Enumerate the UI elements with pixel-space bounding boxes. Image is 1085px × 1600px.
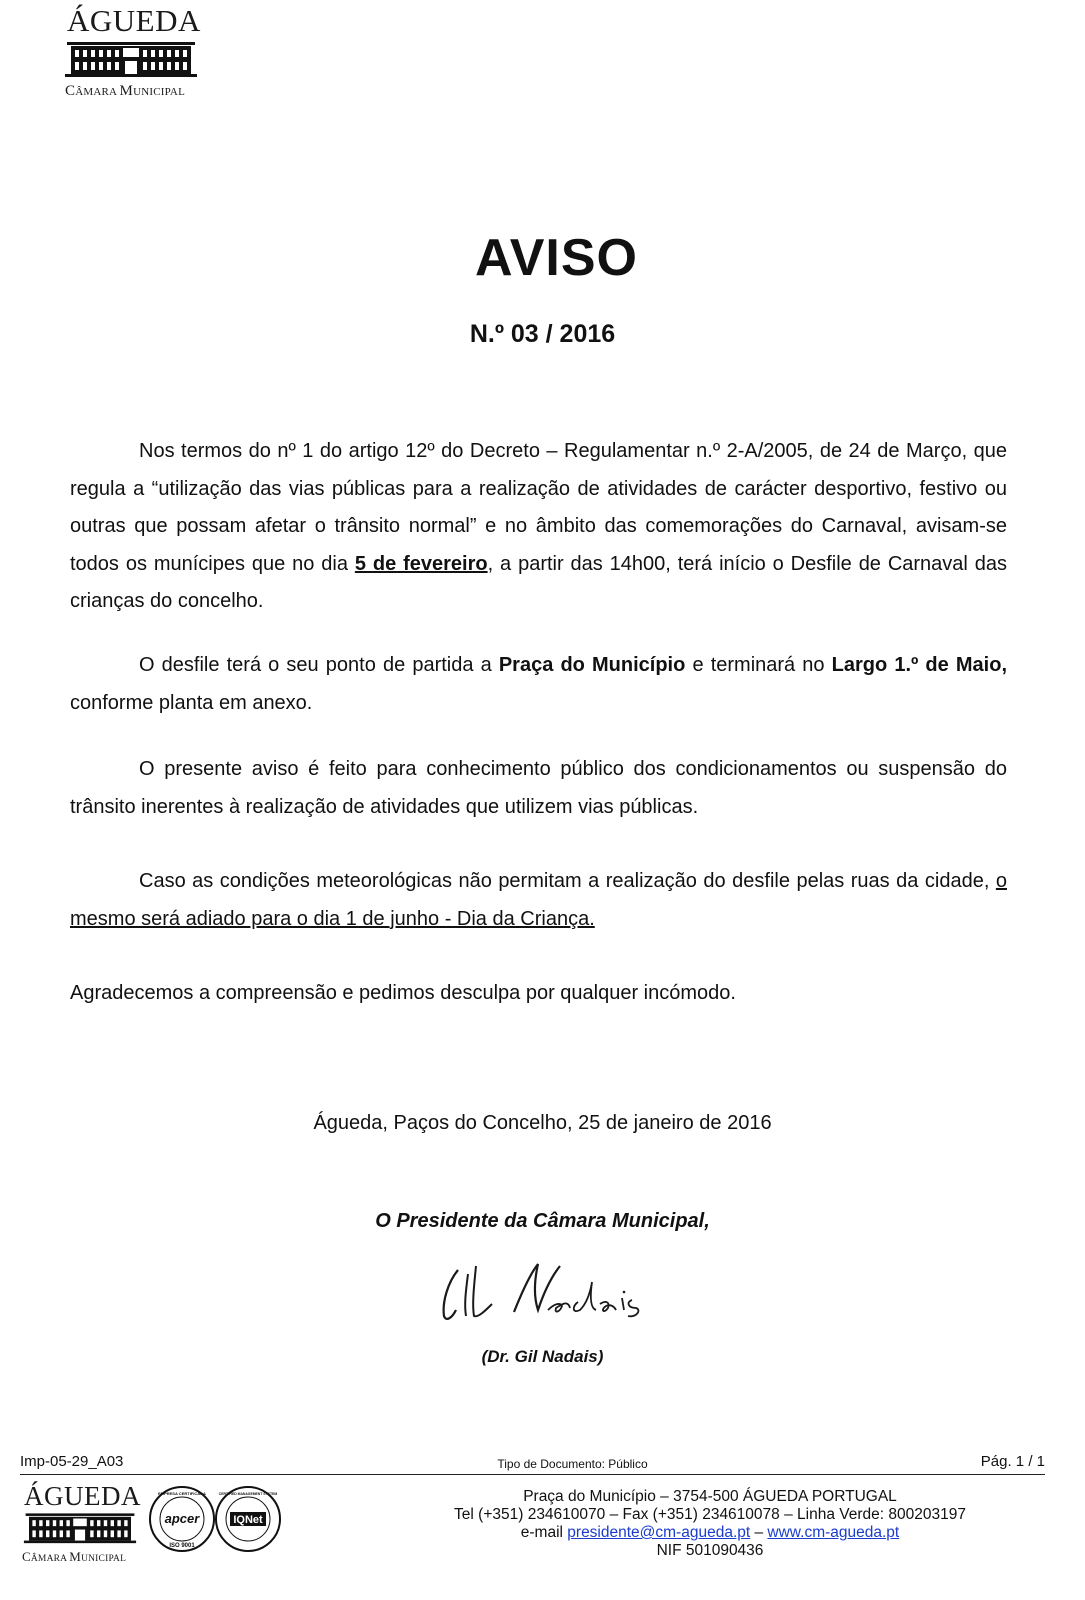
document-type: Tipo de Documento: Público [497,1457,648,1471]
signatory-name: (Dr. Gil Nadais) [481,1347,604,1366]
logo-subtitle: CÂMARA MUNICIPAL [65,83,185,99]
document-code: Imp-05-29_A03 [20,1453,124,1470]
footer-agueda-logo [22,1482,144,1565]
footer-logo-subtitle: CÂMARA MUNICIPAL [22,1549,127,1564]
svg-text:ISO 9001: ISO 9001 [169,1543,195,1549]
footer-nif: NIF 501090436 [656,1542,764,1559]
paragraph-2: O desfile terá o seu ponto de partida a Praça do Município e terminará no Largo 1.º de Maio, conforme planta em anexo. [70,654,1008,714]
svg-text:IQNet: IQNet [233,1514,263,1526]
agueda-logo [65,4,205,100]
iqnet-certification-badge [214,1485,282,1553]
footer-contact-block [440,1488,980,1560]
building-icon [65,38,197,78]
signature-image [430,1252,650,1332]
paragraph-3: O presente aviso é feito para conhecimento público dos condicionamentos ou suspensão do trânsito inerentes à realização de atividades que utilizem vias públicas. [70,758,1007,818]
end-location: Largo 1.º de Maio, [831,654,1008,676]
footer-logo-wordmark: ÁGUEDA [24,1481,141,1511]
page-number: Pág. 1 / 1 [980,1453,1045,1470]
document-number: N.º 03 / 2016 [469,320,616,348]
footer-divider [20,1474,1045,1475]
footer-building-icon [22,1510,138,1544]
svg-text:EMPRESA CERTIFICADA: EMPRESA CERTIFICADA [158,1491,206,1496]
footer-address: Praça do Município – 3754-500 ÁGUEDA PORTUGAL [523,1488,897,1505]
paragraph-4: Caso as condições meteorológicas não permitam a realização do desfile pelas ruas da cidade, o mesmo será adiado para o dia 1 de junho - Dia da Criança. [70,870,1007,930]
email-link[interactable]: presidente@cm-agueda.pt [567,1524,751,1541]
document-title: AVISO [475,229,638,287]
logo-wordmark: ÁGUEDA [67,3,201,38]
footer-email-line: e-mail presidente@cm-agueda.pt – www.cm-agueda.pt [520,1524,900,1541]
signatory-title: O Presidente da Câmara Municipal, [375,1210,710,1232]
postponement-note: o mesmo será adiado para o dia 1 de junho - Dia da Criança. [70,870,1007,930]
website-link[interactable]: www.cm-agueda.pt [767,1524,900,1541]
paragraph-5: Agradecemos a compreensão e pedimos desculpa por qualquer incómodo. [70,982,736,1004]
event-date: 5 de fevereiro [354,552,488,575]
start-location: Praça do Município [498,654,686,676]
paragraph-1: Nos termos do nº 1 do artigo 12º do Decreto – Regulamentar n.º 2-A/2005, de 24 de Março, que regula a “utilização das vias públicas para a realização de atividades de carácter desportivo, festivo ou outras que possam afetar o trânsito normal” e no âmbito das comemorações do Carnaval, avisam-se todos os munícipes que no dia 5 de fevereiro, a partir das 14h00, terá início o Desfile de Carnaval das crianças do concelho. [70,440,1007,612]
svg-text:CERTIFIED MANAGEMENT SYSTEM: CERTIFIED MANAGEMENT SYSTEM [218,1492,278,1496]
apcer-certification-badge [148,1485,216,1553]
place-date: Águeda, Paços do Concelho, 25 de janeiro de 2016 [313,1112,772,1134]
footer-phones: Tel (+351) 234610070 – Fax (+351) 234610078 – Linha Verde: 800203197 [454,1506,966,1523]
svg-text:apcer: apcer [164,1511,200,1526]
